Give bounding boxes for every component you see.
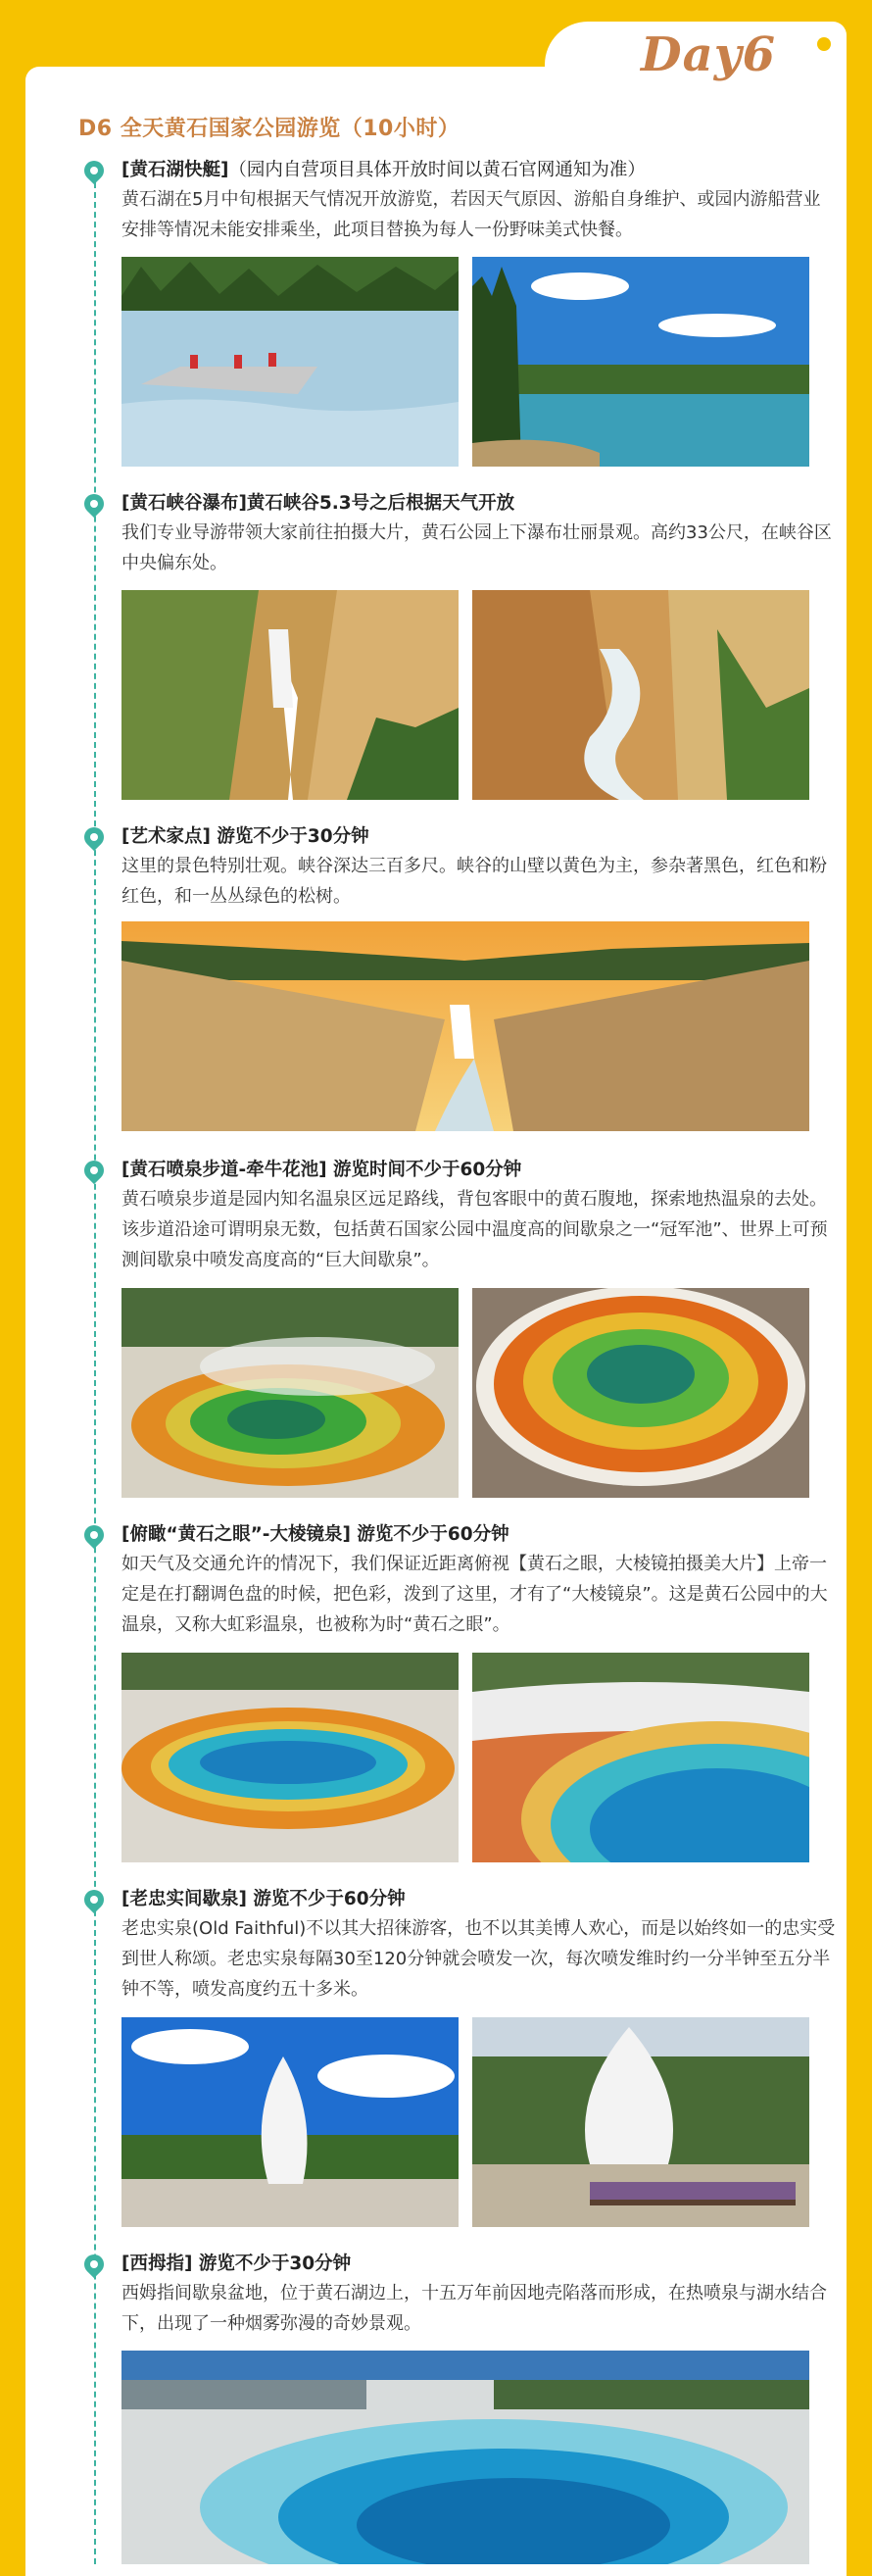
tab-dot-icon — [817, 37, 831, 51]
day-heading: D6 全天黄石国家公园游览（10小时） — [78, 117, 460, 141]
photo-grand-prismatic-overlook — [121, 1653, 459, 1862]
section-title — [121, 155, 837, 186]
timeline-line — [94, 173, 96, 2564]
photo-canyon-river — [472, 590, 809, 800]
section-title — [121, 821, 837, 853]
photo-west-thumb — [121, 2351, 809, 2564]
section-desc: 这里的景色特别壮观。峡谷深达三百多尺。峡谷的山壁以黄色为主，参杂著黑色，红色和粉红色，和一丛丛绿色的松树。 — [121, 856, 827, 907]
section-title — [121, 1884, 837, 1915]
photo-morning-glory-pool — [472, 1288, 809, 1498]
photo-hot-spring-trail — [121, 1288, 459, 1498]
section-desc: 我们专业导游带领大家前往拍摄大片，黄石公园上下瀑布壮丽景观。高约33公尺，在峡谷区中央偏东处。 — [121, 522, 832, 573]
day-tab-label: Day6 — [641, 27, 777, 82]
section-desc: 西姆指间歇泉盆地，位于黄石湖边上，十五万年前因地壳陷落而形成，在热喷泉与湖水结合下，出现了一种烟雾弥漫的奇妙景观。 — [121, 2283, 827, 2334]
photo-artist-point — [121, 921, 809, 1131]
photo-lake-boat — [121, 257, 459, 467]
section-title-bold: [黄石喷泉步道-牵牛花池] 游览时间不少于60分钟 — [121, 1160, 522, 1180]
photo-old-faithful-crowd — [472, 2017, 809, 2227]
section-title-bold: [黄石湖快艇] — [121, 160, 229, 180]
section-desc: 老忠实泉(Old Faithful)不以其大招徕游客，也不以其美博人欢心，而是以始终如一的忠实受到世人称颂。老忠实泉每隔30至120分钟就会喷发一次，每次喷发维时约一分半钟至五分半钟不等，喷发高度约五十多米。 — [121, 1918, 836, 2000]
section-title-bold: [西拇指] 游览不少于30分钟 — [121, 2254, 352, 2274]
section-title-note: （园内自营项目具体开放时间以黄石官网通知为准） — [228, 160, 646, 180]
section-title-bold: [老忠实间歇泉] 游览不少于60分钟 — [121, 1889, 406, 1909]
section-desc: 如天气及交通允许的情况下，我们保证近距离俯视【黄石之眼，大棱镜拍摄美大片】上帝一定是在打翻调色盘的时候，把色彩，泼到了这里，才有了“大棱镜泉”。这是黄石公园中的大温泉，又称大虹彩温泉，也被称为时“黄石之眼”。 — [121, 1554, 828, 1635]
photo-grand-prismatic-aerial — [472, 1653, 809, 1862]
section-title — [121, 1155, 837, 1186]
section-title — [121, 1519, 837, 1551]
photo-lower-falls — [121, 590, 459, 800]
photo-lake-shore — [472, 257, 809, 467]
section-title-bold: [艺术家点] 游览不少于30分钟 — [121, 826, 369, 847]
section-desc: 黄石喷泉步道是园内知名温泉区远足路线，背包客眼中的黄石腹地，探索地热温泉的去处。该步道沿途可谓明泉无数，包括黄石国家公园中温度高的间歇泉之一“冠军池”、世界上可预测间歇泉中喷发高度高的“巨大间歇泉”。 — [121, 1189, 828, 1270]
section-title — [121, 488, 837, 520]
section-desc: 黄石湖在5月中旬根据天气情况开放游览，若因天气原因、游船自身维护、或园内游船营业安排等情况未能安排乘坐，此项目替换为每人一份野味美式快餐。 — [121, 189, 821, 240]
section-title-bold: [黄石峡谷瀑布]黄石峡谷5.3号之后根据天气开放 — [121, 493, 515, 514]
section-title — [121, 2249, 837, 2280]
section-title-bold: [俯瞰“黄石之眼”-大棱镜泉] 游览不少于60分钟 — [121, 1524, 509, 1545]
photo-old-faithful-eruption — [121, 2017, 459, 2227]
